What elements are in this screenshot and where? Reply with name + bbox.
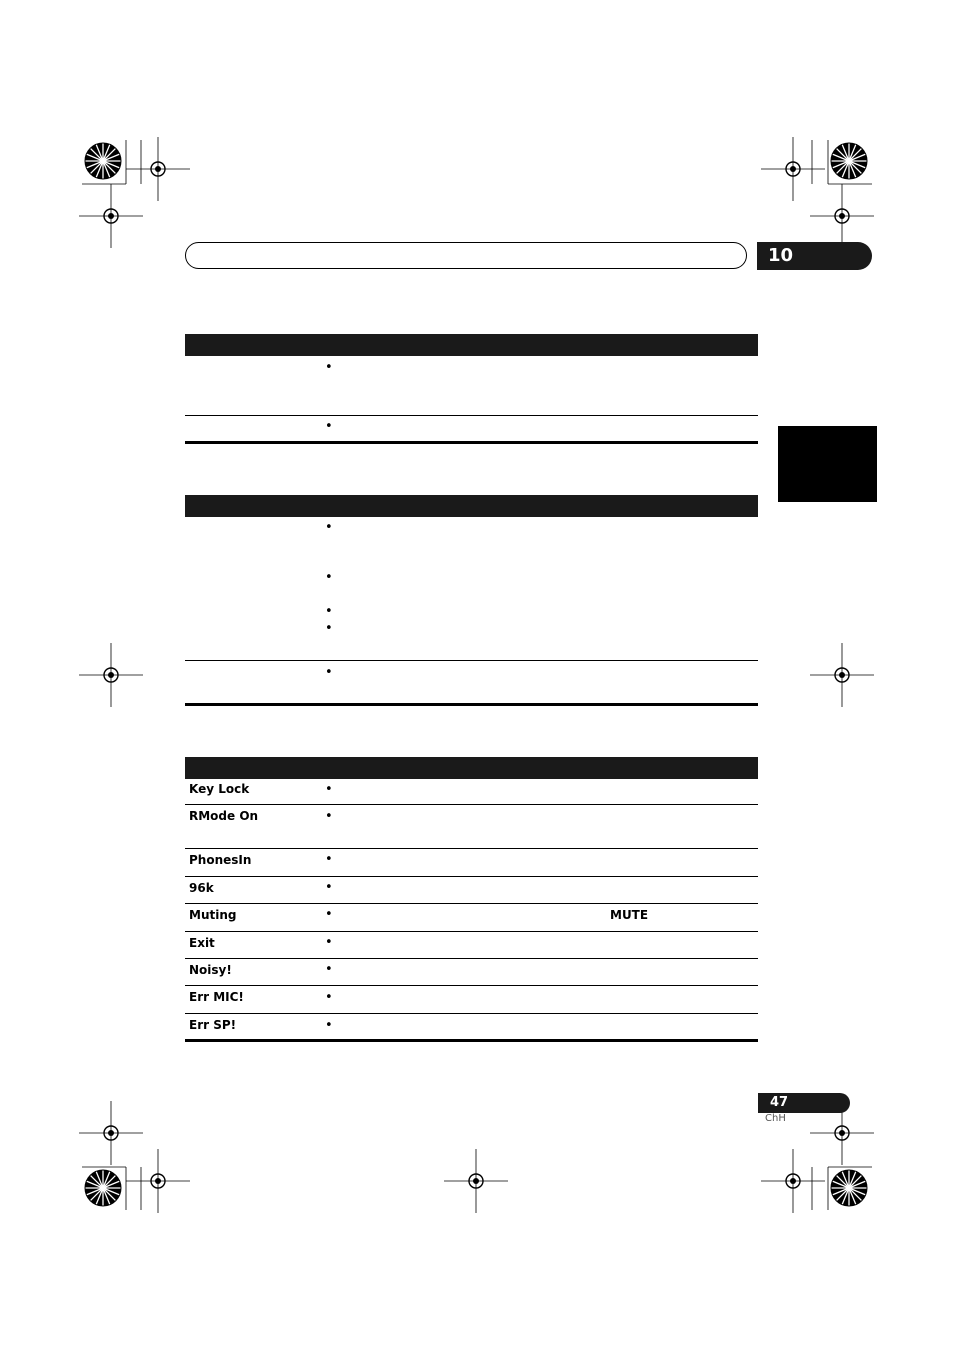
registration-cross — [79, 184, 143, 248]
row-divider — [185, 931, 758, 932]
mute-button-reference: MUTE — [610, 908, 649, 922]
table-header — [185, 757, 758, 779]
row-label: PhonesIn — [189, 853, 252, 867]
row-label: Muting — [189, 908, 237, 922]
registration-cross — [79, 643, 143, 707]
registration-cross — [79, 1101, 143, 1165]
bullet: • — [325, 621, 333, 636]
row-label: Key Lock — [189, 782, 250, 796]
table-end-rule — [185, 441, 758, 444]
row-label: Err SP! — [189, 1018, 237, 1032]
bullet: • — [325, 782, 333, 797]
row-label: Noisy! — [189, 963, 232, 977]
row-divider — [185, 848, 758, 849]
table-end-rule — [185, 1039, 758, 1042]
row-label: RMode On — [189, 809, 259, 823]
language-side-tab — [778, 426, 877, 502]
table-header — [185, 334, 758, 356]
bullet: • — [325, 907, 333, 922]
starburst-mark — [85, 1170, 121, 1206]
bullet: • — [325, 604, 333, 619]
registration-cross — [810, 643, 874, 707]
language-code: ChH — [765, 1113, 786, 1124]
table-header — [185, 495, 758, 517]
row-label: 96k — [189, 881, 214, 895]
bullet: • — [325, 852, 333, 867]
row-divider — [185, 415, 758, 416]
bullet: • — [325, 570, 333, 585]
bullet: • — [325, 880, 333, 895]
chapter-number-tab — [757, 242, 872, 270]
row-divider — [185, 903, 758, 904]
chapter-number: 10 — [768, 245, 794, 266]
starburst-mark — [831, 143, 867, 179]
registration-cross — [444, 1149, 508, 1213]
starburst-mark — [85, 143, 121, 179]
page-number-tab — [758, 1093, 850, 1113]
bullet: • — [325, 520, 333, 535]
bullet: • — [325, 1018, 333, 1033]
bullet: • — [325, 419, 333, 434]
page-number: 47 — [770, 1095, 789, 1110]
registration-cross — [761, 137, 825, 201]
row-divider — [185, 876, 758, 877]
registration-cross — [126, 1149, 190, 1213]
row-divider — [185, 804, 758, 805]
bullet: • — [325, 962, 333, 977]
row-divider — [185, 660, 758, 661]
bullet: • — [325, 990, 333, 1005]
bullet: • — [325, 935, 333, 950]
row-label: Err MIC! — [189, 990, 244, 1004]
row-divider — [185, 985, 758, 986]
row-divider — [185, 1013, 758, 1014]
registration-cross — [126, 137, 190, 201]
row-label: Exit — [189, 936, 215, 950]
row-divider — [185, 958, 758, 959]
bullet: • — [325, 809, 333, 824]
bullet: • — [325, 360, 333, 375]
bullet: • — [325, 665, 333, 680]
chapter-title-bar — [185, 242, 747, 269]
starburst-mark — [831, 1170, 867, 1206]
registration-cross — [810, 184, 874, 248]
registration-cross — [761, 1149, 825, 1213]
table-end-rule — [185, 703, 758, 706]
